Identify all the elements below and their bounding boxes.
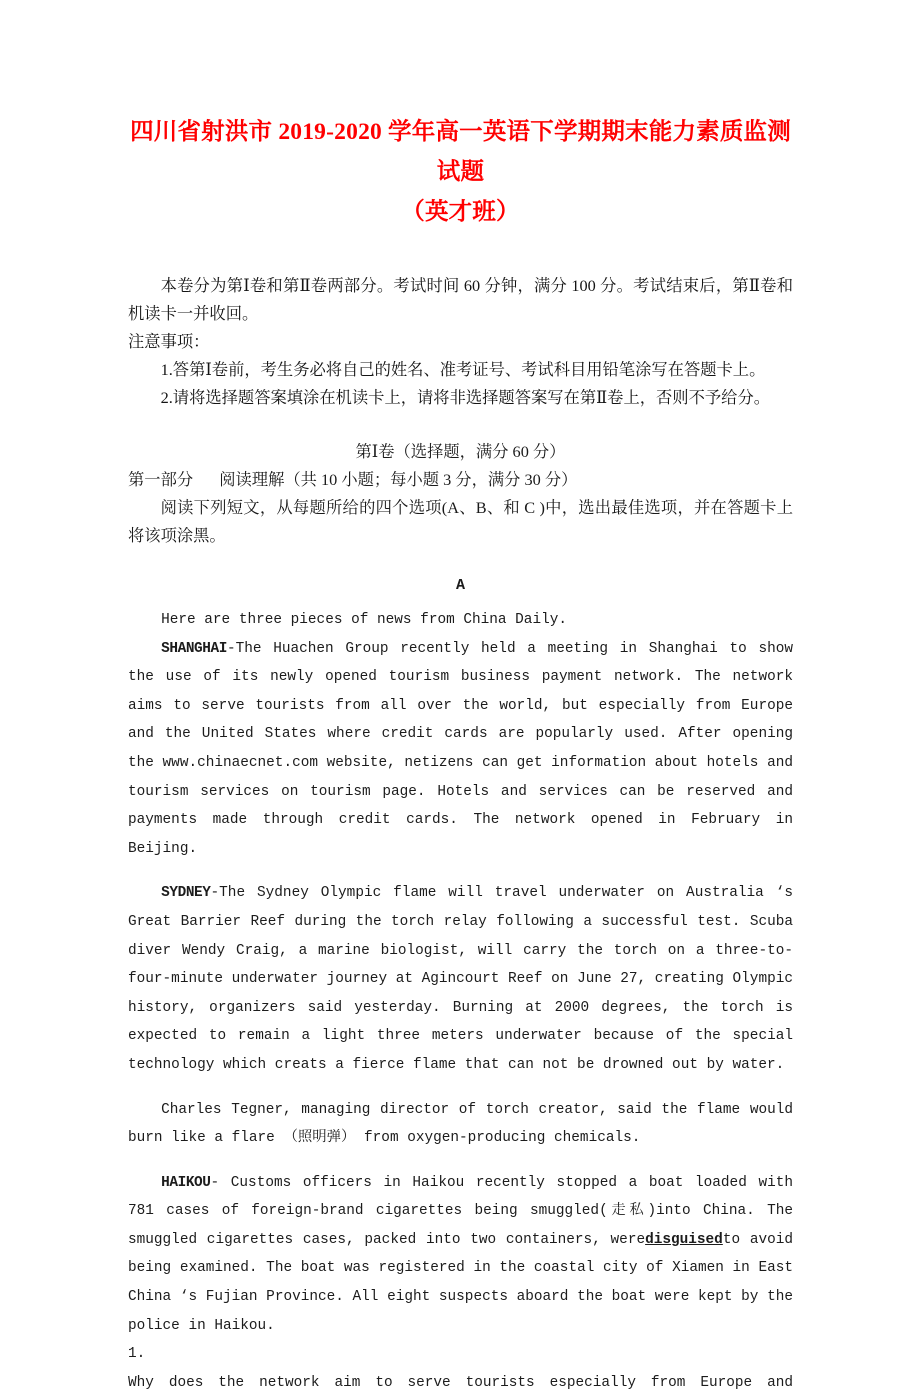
passage-body — [128, 606, 793, 1397]
note-item-2: 2.请将选择题答案填涂在机读卡上，请将非选择题答案写在第Ⅱ卷上，否则不予给分。 — [160, 388, 771, 407]
part-one-label: 第一部分 — [128, 470, 194, 489]
part-one-title: 阅读理解（共 10 小题；每小题 3 分，满分 30 分） — [219, 470, 578, 489]
haikou-keyword-disguised: disguised — [645, 1231, 723, 1248]
city-dash-haikou: - — [210, 1174, 231, 1191]
city-dash-shanghai: - — [227, 640, 236, 657]
paper-part-heading: 第Ⅰ卷（选择题，满分 60 分） — [355, 442, 566, 461]
instructions-block — [128, 272, 793, 412]
exam-info-text: 本卷分为第Ⅰ卷和第Ⅱ卷两部分。考试时间 60 分钟，满分 100 分。考试结束后，第Ⅱ卷和机读卡一并收回。 — [128, 276, 793, 323]
page-content — [128, 0, 793, 1397]
city-label-haikou: HAIKOU — [161, 1174, 211, 1191]
question-number-1: 1. — [128, 1346, 146, 1363]
news-item-shanghai — [128, 635, 793, 864]
haikou-body-before: Customs officers in Haikou recently stopped a boat loaded with 781 cases of foreign-brand cigarettes being smuggled(走私)into China. The smuggled cigarettes cases, packed into two containers, were — [128, 1174, 793, 1248]
note-item-1: 1.答第Ⅰ卷前，考生务必将自己的姓名、准考证号、考试科目用铅笔涂写在答题卡上。 — [160, 360, 766, 379]
title-line-2: （英才班） — [401, 199, 520, 225]
city-label-sydney: SYDNEY — [161, 885, 211, 902]
passage-intro: Here are three pieces of news from China Daily. — [161, 612, 567, 628]
notes-heading: 注意事项： — [128, 332, 210, 351]
news-body-sydney: The Sydney Olympic flame will travel underwater on Australia ‘s Great Barrier Reef during the torch relay following a successful test. Scuba diver Wendy Craig, a marine biologist, will carry the torch on a three-to-four-minute underwater journey at Agincourt Reef on June 27, creating Olympic history, organizers said yesterday. Burning at 2000 degrees, the torch is expected to remain a light three meters underwater because of the special technology which creats a fierce flame that can not be drowned out by water. — [128, 885, 793, 1073]
question-text-1: Why does the network aim to serve tourists especially from Europe and — [128, 1374, 793, 1391]
tegner-paragraph: Charles Tegner, managing director of torch creator, said the flame would burn like a flare （照明弹） from oxygen-producing chemicals. — [128, 1101, 793, 1147]
city-dash-sydney: - — [210, 885, 220, 902]
passage-marker-a: A — [455, 577, 465, 594]
city-label-shanghai: SHANGHAI — [161, 640, 227, 657]
part-one-directions: 阅读下列短文，从每题所给的四个选项(A、B、和 C )中，选出最佳选项，并在答题卡上将该项涂黑。 — [128, 498, 793, 545]
title-line-1: 四川省射洪市 2019-2020 学年高一英语下学期期末能力素质监测试题 — [130, 119, 791, 185]
news-item-sydney — [128, 879, 793, 1079]
news-item-haikou — [128, 1169, 793, 1341]
haikou-body-after: to avoid being examined. The boat was registered in the coastal city of Xiamen in East China ‘s Fujian Province. All eight suspects aboard the boat were kept by the police in Haikou. — [128, 1231, 793, 1334]
part-one-heading — [128, 466, 793, 494]
news-body-shanghai: The Huachen Group recently held a meeting in Shanghai to show the use of its newly opened tourism business payment network. The network aims to serve tourists from all over the world, but especially from Europe and the United States where credit cards are popularly used. After opening the www.chinaecnet.com website, netizens can get information about hotels and tourism services on tourism page. Hotels and services can be reserved and payments made through credit cards. The network opened in February in Beijing. — [128, 640, 793, 857]
page-title — [128, 0, 793, 232]
